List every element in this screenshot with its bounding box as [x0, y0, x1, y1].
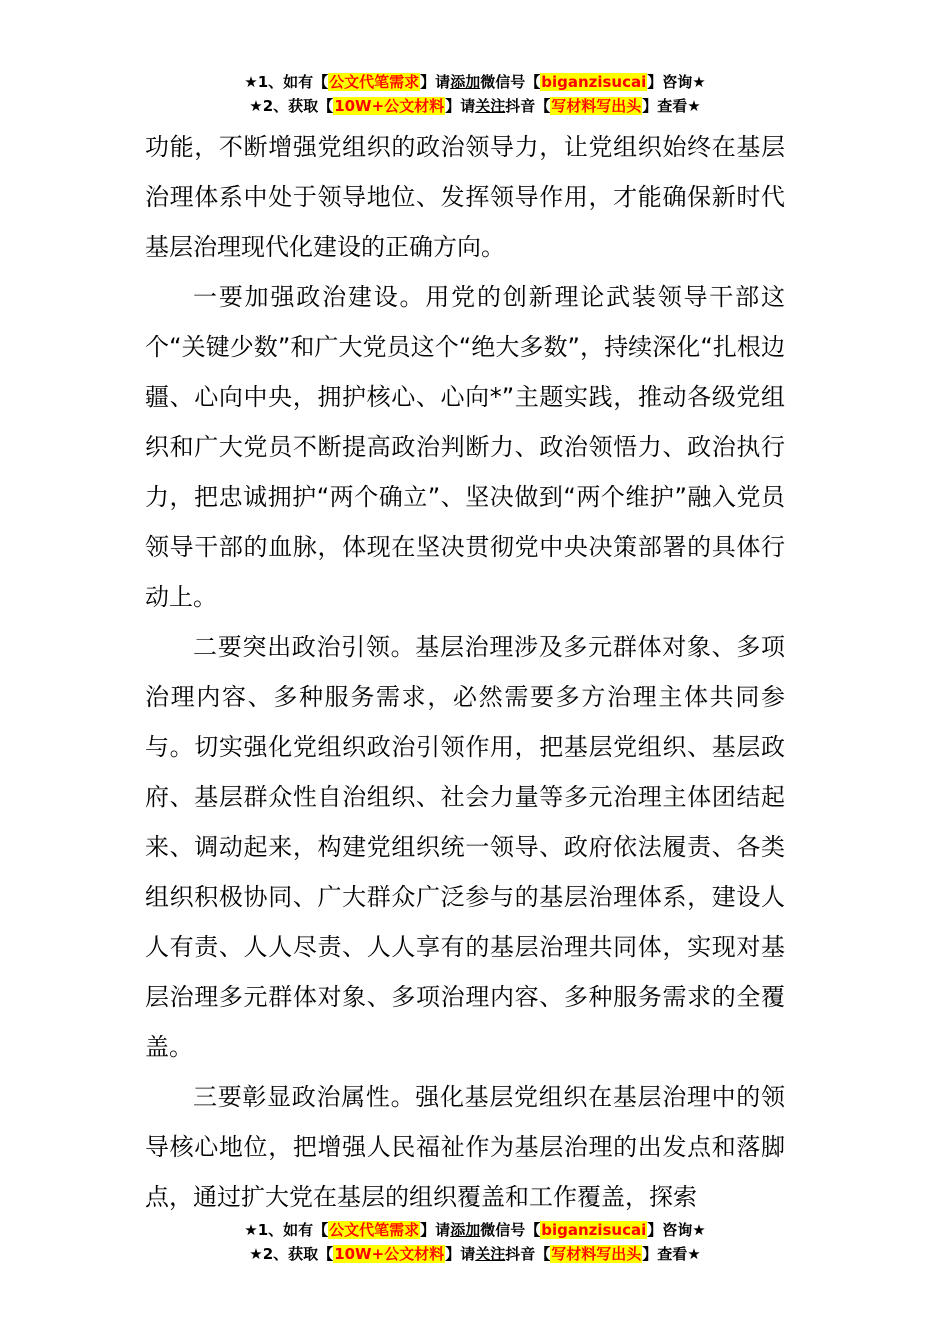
- banner-text: 抖音【: [505, 97, 551, 115]
- banner-line-2: [0, 1242, 950, 1266]
- banner-text: 】请: [420, 1221, 451, 1239]
- document-body: [145, 122, 785, 1222]
- banner-line-1: [0, 1218, 950, 1242]
- banner-highlight: 10W+公文材料: [334, 97, 445, 115]
- banner-highlight: 公文代笔需求: [329, 1221, 420, 1239]
- banner-text: 】请: [445, 1245, 476, 1263]
- banner-underline: 关注: [475, 97, 506, 115]
- banner-highlight: biganzisucai: [541, 73, 647, 91]
- paragraph-political-guidance: 二要突出政治引领。基层治理涉及多元群体对象、多项治理内容、多种服务需求，必然需要多方治理主体共同参与。切实强化党组织政治引领作用，把基层党组织、基层政府、基层群众性自治组织、社会力量等多元治理主体团结起来、调动起来，构建党组织统一领导、政府依法履责、各类组织积极协同、广大群众广泛参与的基层治理体系，建设人人有责、人人尽责、人人享有的基层治理共同体，实现对基层治理多元群体对象、多项治理内容、多种服务需求的全覆盖。: [145, 633, 785, 1061]
- banner-line-1: [0, 70, 950, 94]
- banner-text: ★1、如有【: [244, 73, 329, 91]
- banner-highlight: biganzisucai: [541, 1221, 647, 1239]
- banner-text: ★1、如有【: [244, 1221, 329, 1239]
- banner-text: 微信号【: [480, 1221, 541, 1239]
- footer-banner: [0, 1218, 950, 1266]
- banner-text: 微信号【: [480, 73, 541, 91]
- banner-text: ★2、获取【: [249, 1245, 334, 1263]
- paragraph-political-attribute: 三要彰显政治属性。强化基层党组织在基层治理中的领导核心地位，把增强人民福祉作为基层治理的出发点和落脚点，通过扩大党在基层的组织覆盖和工作覆盖，探索: [145, 1083, 785, 1211]
- banner-text: 】咨询★: [647, 1221, 706, 1239]
- paragraph-continuation: 功能，不断增强党组织的政治领导力，让党组织始终在基层治理体系中处于领导地位、发挥领导作用，才能确保新时代基层治理现代化建设的正确方向。: [145, 133, 785, 261]
- banner-highlight: 写材料写出头: [551, 97, 642, 115]
- banner-text: ★2、获取【: [249, 97, 334, 115]
- banner-text: 】请: [445, 97, 476, 115]
- header-banner: [0, 70, 950, 118]
- banner-line-2: [0, 94, 950, 118]
- banner-text: 抖音【: [505, 1245, 551, 1263]
- banner-highlight: 10W+公文材料: [334, 1245, 445, 1263]
- banner-highlight: 写材料写出头: [551, 1245, 642, 1263]
- banner-underline: 关注: [475, 1245, 506, 1263]
- paragraph-political-construction: 一要加强政治建设。用党的创新理论武装领导干部这个“关键少数”和广大党员这个“绝大多数”，持续深化“扎根边疆、心向中央，拥护核心、心向*”主题实践，推动各级党组织和广大党员不断提高政治判断力、政治领悟力、政治执行力，把忠诚拥护“两个确立”、坚决做到“两个维护”融入党员领导干部的血脉，体现在坚决贯彻党中央决策部署的具体行动上。: [145, 283, 785, 611]
- banner-text: 】查看★: [642, 1245, 701, 1263]
- banner-underline: 添加: [450, 1221, 481, 1239]
- banner-text: 】咨询★: [647, 73, 706, 91]
- banner-highlight: 公文代笔需求: [329, 73, 420, 91]
- banner-underline: 添加: [450, 73, 481, 91]
- banner-text: 】请: [420, 73, 451, 91]
- banner-text: 】查看★: [642, 97, 701, 115]
